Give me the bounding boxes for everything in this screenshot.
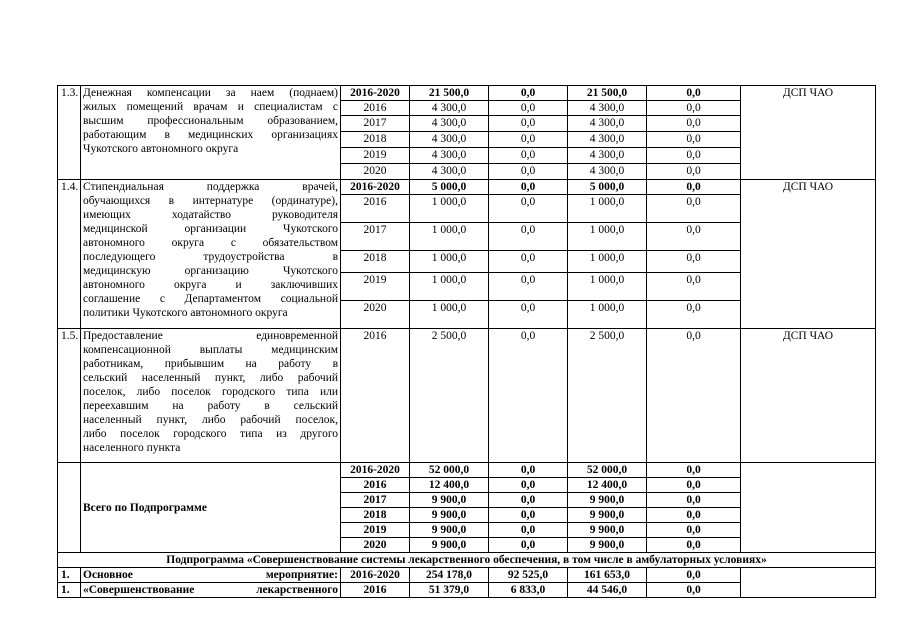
federal-cell: 0,0 xyxy=(489,523,568,538)
row-number: 1.3. xyxy=(58,86,81,180)
table-row xyxy=(58,86,876,101)
year-cell: 2017 xyxy=(341,116,410,132)
description-line: автономного округа и заключивших xyxy=(83,279,338,291)
year-cell: 2019 xyxy=(341,523,410,538)
other-cell: 0,0 xyxy=(647,148,741,164)
total-cell: 4 300,0 xyxy=(410,101,489,116)
federal-cell: 0,0 xyxy=(489,101,568,116)
total-cell: 52 000,0 xyxy=(410,463,489,478)
other-cell: 0,0 xyxy=(647,329,741,463)
table-body xyxy=(58,86,876,598)
description-line: медицинской организации Чукотского xyxy=(83,223,338,235)
district-cell: 1 000,0 xyxy=(568,273,647,301)
district-cell: 161 653,0 xyxy=(568,568,647,583)
table-row xyxy=(58,329,876,463)
total-cell: 9 900,0 xyxy=(410,508,489,523)
description-line: имеющих ходатайство руководителя xyxy=(83,209,338,221)
description-line: работающим в медицинских организациях xyxy=(83,129,338,141)
total-cell: 1 000,0 xyxy=(410,251,489,273)
other-cell: 0,0 xyxy=(647,568,741,583)
description-line: переехавшим на работу в сельский xyxy=(83,400,338,412)
total-cell: 9 900,0 xyxy=(410,493,489,508)
subprogram-row xyxy=(58,553,876,568)
district-cell: 4 300,0 xyxy=(568,101,647,116)
other-cell: 0,0 xyxy=(647,180,741,195)
district-cell: 1 000,0 xyxy=(568,301,647,329)
federal-cell: 0,0 xyxy=(489,478,568,493)
description-line: политики Чукотского автономного округа xyxy=(83,307,288,319)
row-number: 1.5. xyxy=(58,329,81,463)
year-cell: 2017 xyxy=(341,223,410,251)
federal-cell: 0,0 xyxy=(489,301,568,329)
federal-cell: 0,0 xyxy=(489,273,568,301)
description-line: последующего трудоустройства в xyxy=(83,251,338,263)
total-cell: 2 500,0 xyxy=(410,329,489,463)
description-line: автономного округа с обязательством xyxy=(83,237,338,249)
federal-cell: 6 833,0 xyxy=(489,583,568,598)
executor-cell: ДСП ЧАО xyxy=(741,180,876,329)
year-cell: 2018 xyxy=(341,251,410,273)
description-line: соглашение с Департаментом социальной xyxy=(83,293,338,305)
year-cell: 2016-2020 xyxy=(341,180,410,195)
total-cell: 5 000,0 xyxy=(410,180,489,195)
federal-cell: 0,0 xyxy=(489,116,568,132)
district-cell: 1 000,0 xyxy=(568,195,647,223)
row-description xyxy=(81,329,341,463)
year-cell: 2016 xyxy=(341,478,410,493)
district-cell: 4 300,0 xyxy=(568,132,647,148)
year-cell: 2016-2020 xyxy=(341,86,410,101)
federal-cell: 92 525,0 xyxy=(489,568,568,583)
year-cell: 2016-2020 xyxy=(341,568,410,583)
description-line: Денежная компенсации за наем (поднаем) xyxy=(83,87,338,99)
row-number: 1.4. xyxy=(58,180,81,329)
total-label: Всего по Подпрограмме xyxy=(81,463,341,553)
total-cell: 4 300,0 xyxy=(410,148,489,164)
description-line: Стипендиальная поддержка врачей, xyxy=(83,181,338,193)
total-cell: 51 379,0 xyxy=(410,583,489,598)
other-cell: 0,0 xyxy=(647,195,741,223)
other-cell: 0,0 xyxy=(647,538,741,553)
district-cell: 9 900,0 xyxy=(568,523,647,538)
other-cell: 0,0 xyxy=(647,101,741,116)
federal-cell: 0,0 xyxy=(489,463,568,478)
executor-cell xyxy=(741,568,876,583)
district-cell: 9 900,0 xyxy=(568,538,647,553)
district-cell: 5 000,0 xyxy=(568,180,647,195)
other-cell: 0,0 xyxy=(647,493,741,508)
district-cell: 21 500,0 xyxy=(568,86,647,101)
total-cell: 254 178,0 xyxy=(410,568,489,583)
row-description xyxy=(81,568,341,583)
total-cell: 1 000,0 xyxy=(410,273,489,301)
row-description xyxy=(81,583,341,598)
total-cell: 4 300,0 xyxy=(410,116,489,132)
total-executor-empty xyxy=(741,463,876,553)
description-line: Чукотского автономного округа xyxy=(83,143,239,155)
federal-cell: 0,0 xyxy=(489,164,568,180)
description-line: высшим профессиональным образованием, xyxy=(83,115,338,127)
description-line: поселок, либо поселок городского типа или xyxy=(83,386,338,398)
year-cell: 2020 xyxy=(341,538,410,553)
executor-cell xyxy=(741,583,876,598)
description-line: Предоставление единовременной xyxy=(83,330,338,342)
other-cell: 0,0 xyxy=(647,463,741,478)
total-cell: 1 000,0 xyxy=(410,301,489,329)
other-cell: 0,0 xyxy=(647,583,741,598)
other-cell: 0,0 xyxy=(647,523,741,538)
federal-cell: 0,0 xyxy=(489,493,568,508)
federal-cell: 0,0 xyxy=(489,329,568,463)
total-number-empty xyxy=(58,463,81,553)
table-row xyxy=(58,568,876,583)
year-cell: 2019 xyxy=(341,273,410,301)
other-cell: 0,0 xyxy=(647,132,741,148)
year-cell: 2016 xyxy=(341,329,410,463)
district-cell: 4 300,0 xyxy=(568,148,647,164)
other-cell: 0,0 xyxy=(647,301,741,329)
total-cell: 21 500,0 xyxy=(410,86,489,101)
description-line: сельский населенный пункт, либо рабочий xyxy=(83,372,338,384)
description-line: населенный пункт, либо рабочий поселок, xyxy=(83,414,338,426)
federal-cell: 0,0 xyxy=(489,132,568,148)
table-row xyxy=(58,180,876,195)
executor-cell: ДСП ЧАО xyxy=(741,329,876,463)
year-cell: 2020 xyxy=(341,164,410,180)
description-line: обучающихся в интернатуре (ординатуре), xyxy=(83,195,338,207)
year-cell: 2018 xyxy=(341,132,410,148)
description-line: населенного пункта xyxy=(83,442,181,454)
total-cell: 1 000,0 xyxy=(410,195,489,223)
federal-cell: 0,0 xyxy=(489,251,568,273)
executor-cell: ДСП ЧАО xyxy=(741,86,876,180)
year-cell: 2017 xyxy=(341,493,410,508)
other-cell: 0,0 xyxy=(647,116,741,132)
description-line: компенсационной выплаты медицинским xyxy=(83,344,338,356)
description-line: работникам, прибывшим на работу в xyxy=(83,358,338,370)
description-line: жилых помещений врачам и специалистам с xyxy=(83,101,338,113)
other-cell: 0,0 xyxy=(647,86,741,101)
year-cell: 2016 xyxy=(341,101,410,116)
description-line: «Совершенствование лекарственного xyxy=(83,584,338,596)
other-cell: 0,0 xyxy=(647,223,741,251)
year-cell: 2016-2020 xyxy=(341,463,410,478)
row-description xyxy=(81,86,341,180)
total-cell: 4 300,0 xyxy=(410,132,489,148)
federal-cell: 0,0 xyxy=(489,538,568,553)
total-cell: 4 300,0 xyxy=(410,164,489,180)
district-cell: 9 900,0 xyxy=(568,508,647,523)
district-cell: 9 900,0 xyxy=(568,493,647,508)
federal-cell: 0,0 xyxy=(489,180,568,195)
subprogram-header: Подпрограмма «Совершенствование системы лекарственного обеспечения, в том числе в амбулаторных условиях» xyxy=(58,553,876,568)
other-cell: 0,0 xyxy=(647,478,741,493)
description-line: медицинскую организацию Чукотского xyxy=(83,265,338,277)
total-cell: 9 900,0 xyxy=(410,523,489,538)
year-cell: 2019 xyxy=(341,148,410,164)
federal-cell: 0,0 xyxy=(489,195,568,223)
total-cell: 1 000,0 xyxy=(410,223,489,251)
other-cell: 0,0 xyxy=(647,251,741,273)
year-cell: 2016 xyxy=(341,583,410,598)
total-cell: 12 400,0 xyxy=(410,478,489,493)
year-cell: 2016 xyxy=(341,195,410,223)
year-cell: 2018 xyxy=(341,508,410,523)
row-description xyxy=(81,180,341,329)
federal-cell: 0,0 xyxy=(489,148,568,164)
table-row xyxy=(58,583,876,598)
year-cell: 2020 xyxy=(341,301,410,329)
other-cell: 0,0 xyxy=(647,164,741,180)
district-cell: 52 000,0 xyxy=(568,463,647,478)
total-row xyxy=(58,463,876,478)
district-cell: 4 300,0 xyxy=(568,116,647,132)
description-line: Основное мероприятие: xyxy=(83,569,338,581)
budget-table xyxy=(57,85,876,598)
federal-cell: 0,0 xyxy=(489,86,568,101)
district-cell: 1 000,0 xyxy=(568,223,647,251)
other-cell: 0,0 xyxy=(647,273,741,301)
district-cell: 12 400,0 xyxy=(568,478,647,493)
district-cell: 44 546,0 xyxy=(568,583,647,598)
federal-cell: 0,0 xyxy=(489,508,568,523)
row-number: 1. xyxy=(58,568,81,583)
total-cell: 9 900,0 xyxy=(410,538,489,553)
other-cell: 0,0 xyxy=(647,508,741,523)
description-line: либо поселок городского типа из другого xyxy=(83,428,338,440)
federal-cell: 0,0 xyxy=(489,223,568,251)
district-cell: 4 300,0 xyxy=(568,164,647,180)
row-number: 1. xyxy=(58,583,81,598)
district-cell: 1 000,0 xyxy=(568,251,647,273)
district-cell: 2 500,0 xyxy=(568,329,647,463)
